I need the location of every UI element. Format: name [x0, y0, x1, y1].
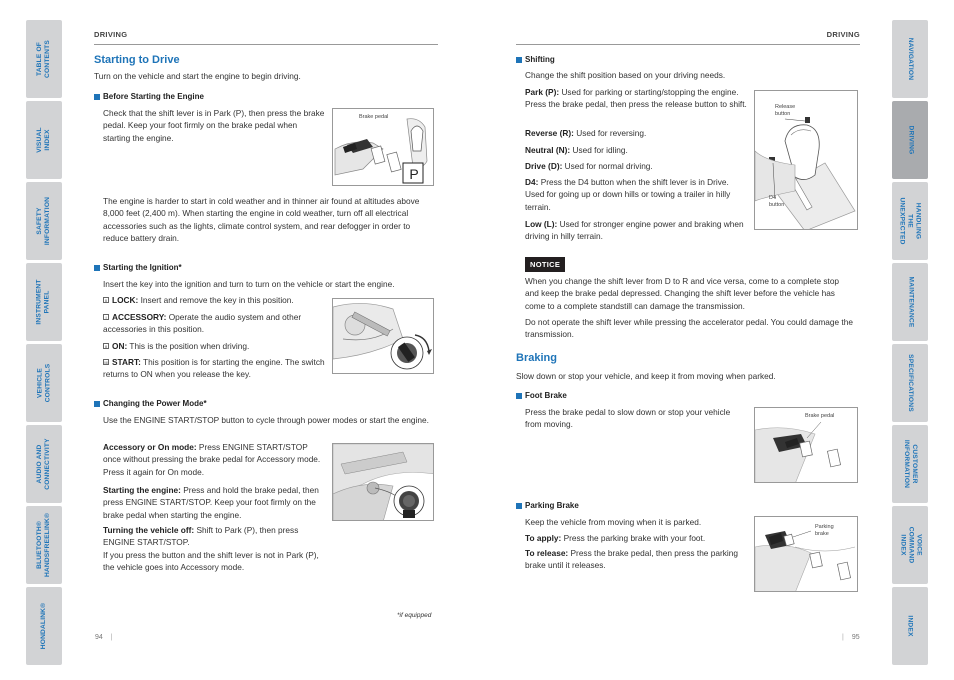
ignition-figure — [332, 298, 434, 374]
section-heading-shifting: Shifting — [516, 55, 555, 64]
tab-vehicle-controls[interactable]: VEHICLE CONTROLS — [26, 344, 62, 422]
section-heading-power-mode: Changing the Power Mode* — [94, 399, 207, 408]
shifting-intro: Change the shift position based on your driving needs. — [525, 70, 726, 80]
tab-handling-the-unexpected[interactable]: HANDLING THE UNEXPECTED — [892, 182, 928, 260]
power-mode-accessory: Accessory or On mode: Press ENGINE START/STOP once without pressing the brake pedal for Accessory mode. Press it again for On mode. — [103, 442, 321, 477]
tab-instrument-panel[interactable]: INSTRUMENT PANEL — [26, 263, 62, 341]
section-heading-starting-ignition: Starting the Ignition* — [94, 263, 182, 272]
ignition-on-item: II ON: This is the position when driving. — [104, 341, 250, 351]
engine-start-button-figure — [332, 443, 434, 521]
power-mode-starting: Starting the engine: Press and hold the brake pedal, then press ENGINE START/STOP. Keep your foot firmly on the brake pedal when starting the engine. — [103, 485, 319, 520]
foot-brake-figure — [754, 407, 858, 483]
tab-table-of-contents[interactable]: TABLE OF CONTENTS — [26, 20, 62, 98]
before-starting-text: Check that the shift lever is in Park (P), then press the brake pedal. Keep your foot firmly on the brake pedal when starting the engine. — [103, 108, 325, 143]
tab-safety-information[interactable]: SAFETY INFORMATION — [26, 182, 62, 260]
page-number-left: 94 | — [95, 634, 113, 641]
notice-badge: NOTICE — [525, 257, 565, 272]
shift-park: Park (P): Used for parking or starting/stopping the engine. Press the brake pedal, then press the release button to shift. — [525, 87, 747, 110]
page-number-right: | 95 — [842, 634, 860, 641]
lock-position-icon: 0 — [104, 298, 108, 303]
tab-visual-index[interactable]: VISUAL INDEX — [26, 101, 62, 179]
page-title: Starting to Drive — [94, 54, 180, 66]
start-position-icon: III — [104, 360, 108, 365]
ignition-key-illustration — [333, 299, 434, 374]
tab-maintenance[interactable]: MAINTENANCE — [892, 263, 928, 341]
accessory-position-icon: I — [103, 314, 109, 320]
shift-lever-illustration — [755, 91, 858, 230]
shift-neutral: Neutral (N): Used for idling. — [525, 145, 628, 155]
ignition-start-item: III START: This position is for starting the engine. The switch returns to ON when you release the key. — [103, 357, 325, 380]
brake-pedal-label: Brake pedal — [359, 114, 389, 120]
ignition-intro: Insert the key into the ignition and turn to turn on the vehicle or start the engine. — [103, 279, 395, 289]
parking-brake-text: Keep the vehicle from moving when it is parked. — [525, 517, 702, 527]
power-mode-off: Turning the vehicle off: Shift to Park (P), then press ENGINE START/STOP. — [103, 525, 299, 548]
tab-bluetooth-handsfreelink[interactable]: BLUETOOTH® HANDSFREELINK® — [26, 506, 62, 584]
parking-brake-illustration — [755, 517, 858, 592]
right-page — [516, 30, 860, 45]
tab-audio-and-connectivity[interactable]: AUDIO AND CONNECTIVITY — [26, 425, 62, 503]
foot-brake-text: Press the brake pedal to slow down or stop your vehicle from moving. — [525, 407, 731, 430]
shift-d4: D4: Press the D4 button when the shift lever is in Drive. Used for going up or down hills or towing a trailer in hilly terrain. — [525, 177, 731, 212]
notice-text-2: Do not operate the shift lever while pressing the accelerator pedal. You could damage the transmission. — [525, 317, 853, 340]
engine-start-button-illustration — [333, 444, 434, 521]
parking-brake-figure — [754, 516, 858, 592]
parking-brake-label: Parking brake — [815, 524, 834, 537]
shift-low: Low (L): Used for stronger engine power and braking when driving in hilly terrain. — [525, 219, 744, 242]
tab-navigation[interactable]: NAVIGATION — [892, 20, 928, 98]
d4-button-label: D4 button — [769, 195, 785, 208]
tab-customer-information[interactable]: CUSTOMER INFORMATION — [892, 425, 928, 503]
running-head: DRIVING — [94, 30, 438, 45]
tab-hondalink[interactable]: HONDALINK® — [26, 587, 62, 665]
ignition-lock-item: 0 LOCK: Insert and remove the key in this position. — [104, 295, 294, 305]
shift-drive: Drive (D): Used for normal driving. — [525, 161, 653, 171]
tab-index[interactable]: INDEX — [892, 587, 928, 665]
running-head-right: DRIVING — [516, 30, 860, 45]
tab-voice-command-index[interactable]: VOICE COMMAND INDEX — [892, 506, 928, 584]
parking-brake-release: To release: Press the brake pedal, then press the parking brake until it releases. — [525, 548, 738, 571]
section-heading-before-starting: Before Starting the Engine — [94, 92, 204, 101]
release-button-label: Release button — [775, 104, 796, 117]
park-p-symbol: P — [409, 166, 419, 182]
shift-lever-figure — [754, 90, 858, 230]
parking-brake-apply: To apply: Press the parking brake with your foot. — [525, 533, 706, 543]
on-position-icon: II — [104, 344, 108, 349]
tab-specifications[interactable]: SPECIFICATIONS — [892, 344, 928, 422]
power-mode-intro: Use the ENGINE START/STOP button to cycle through power modes or start the engine. — [103, 415, 429, 425]
notice-text-1: When you change the shift lever from D to R and vice versa, come to a complete stop and keep the brake pedal depressed. Changing the shift lever before the vehicle has come to a complete standstill can damage the transmission. — [525, 276, 840, 311]
power-mode-off-extra: If you press the button and the shift lever is not in Park (P), the vehicle goes into Accessory mode. — [103, 550, 319, 573]
ignition-accessory-item: I ACCESSORY: Operate the audio system and other accessories in this position. — [103, 312, 302, 335]
brake-pedal-figure — [332, 108, 434, 186]
intro-text: Turn on the vehicle and start the engine to begin driving. — [94, 71, 301, 81]
section-heading-parking-brake: Parking Brake — [516, 501, 579, 510]
cold-weather-text: The engine is harder to start in cold weather and in thinner air found at altitudes above 8,000 feet (2,400 m). When starting the engine in cold weather, turn off all electrical accessories such as the lights, climate control system, and rear defogger in order to reduce battery drain. — [103, 196, 420, 243]
tab-driving[interactable]: DRIVING — [892, 101, 928, 179]
braking-title: Braking — [516, 352, 557, 364]
footnote: *if equipped — [397, 612, 432, 619]
shift-reverse: Reverse (R): Used for reversing. — [525, 128, 647, 138]
foot-brake-pedal-label: Brake pedal — [805, 413, 835, 419]
braking-intro: Slow down or stop your vehicle, and keep it from moving when parked. — [516, 371, 776, 381]
left-page — [94, 30, 438, 45]
section-heading-foot-brake: Foot Brake — [516, 391, 567, 400]
